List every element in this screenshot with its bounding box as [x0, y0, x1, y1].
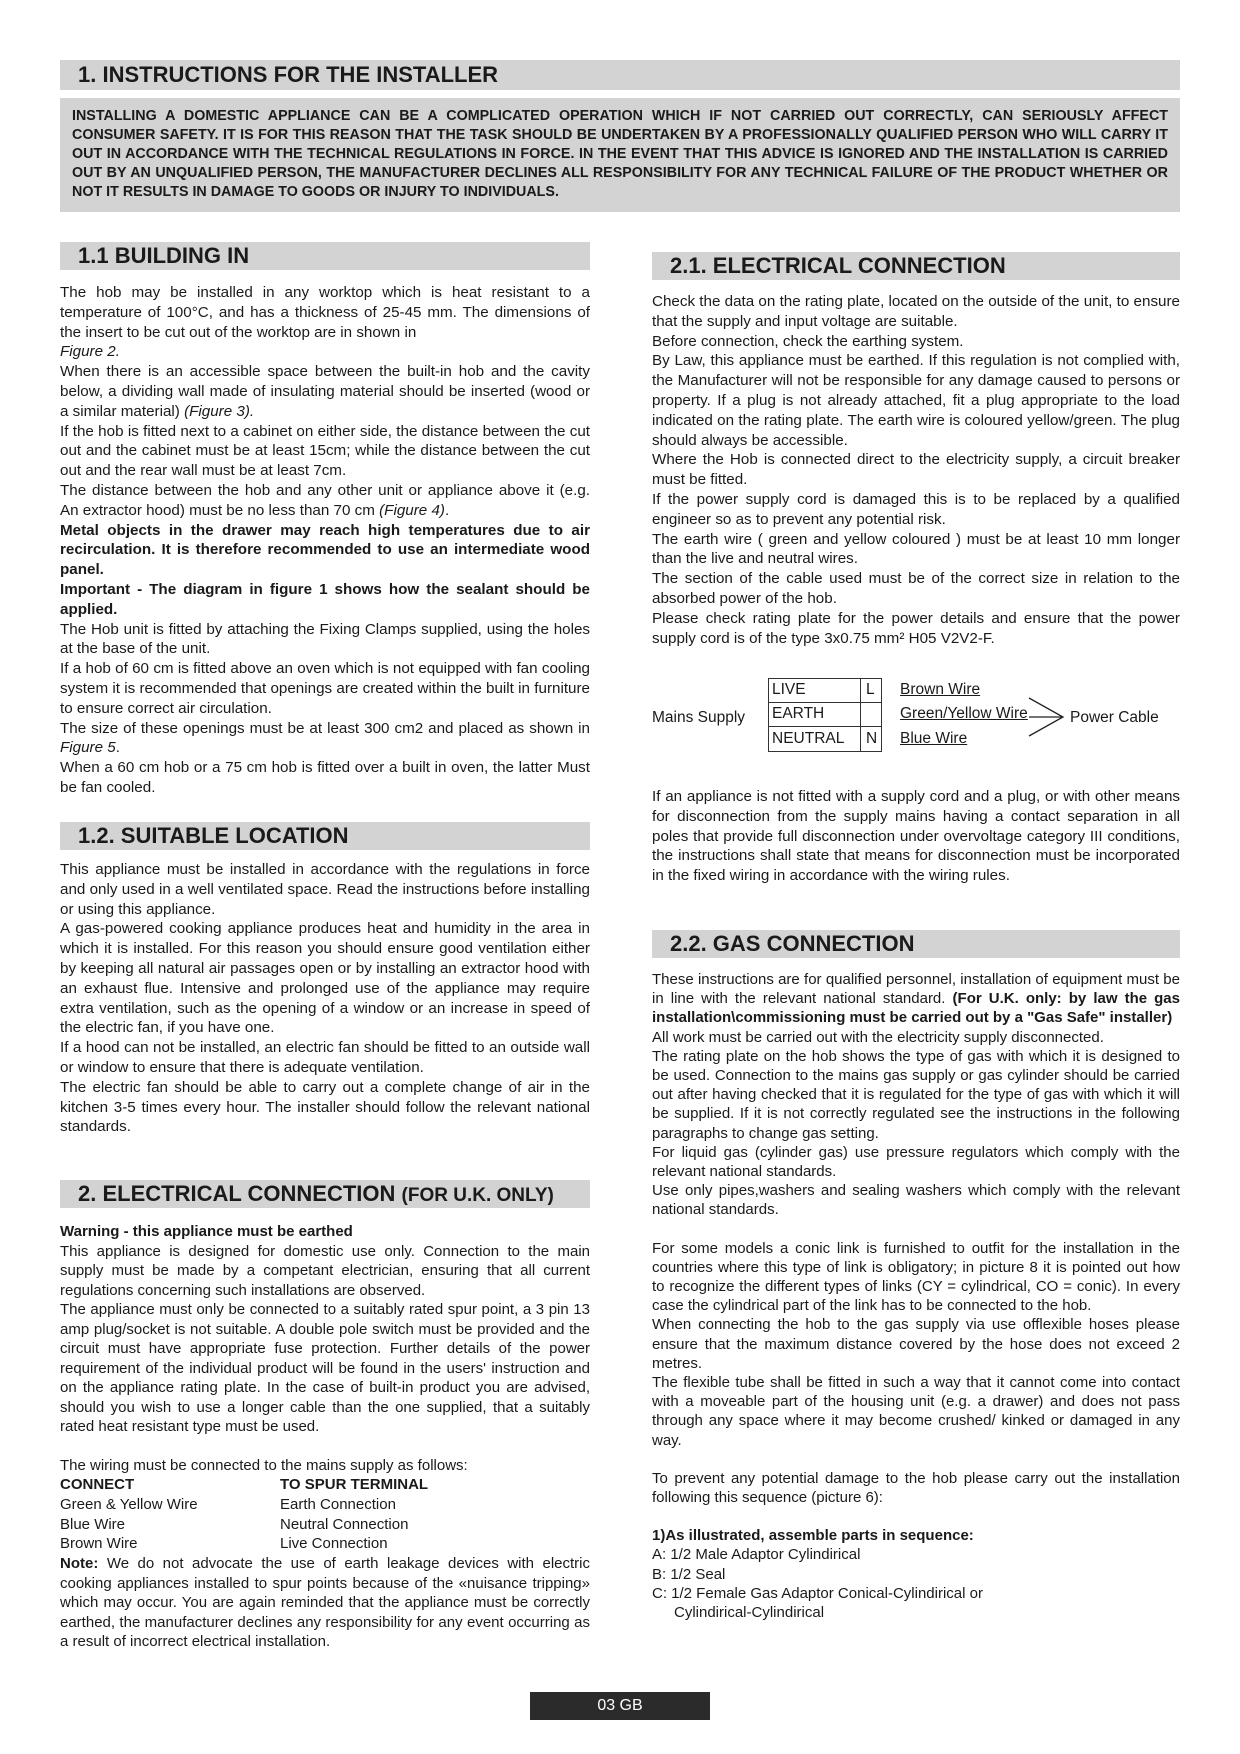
table-cell: Green & Yellow Wire: [60, 1495, 198, 1513]
paragraph: The Hob unit is fitted by attaching the Fixing Clamps supplied, using the holes at the base of the unit.: [60, 620, 590, 658]
section-title-installer: [60, 60, 1180, 90]
power-cable-label: Power Cable: [1070, 709, 1159, 726]
figure-ref: Figure 5: [60, 739, 116, 757]
paragraph: The size of these openings must be at least 300 cm2 and placed as shown in Figure 5.: [60, 719, 590, 757]
section-title-gas: [652, 930, 1180, 958]
paragraph: When a 60 cm hob or a 75 cm hob is fitted over a built in oven, the latter Must be fan cooled.: [60, 759, 590, 796]
paragraph: This appliance is designed for domestic use only. Connection to the main supply must be made by a competant electrician, ensuring that all current regulations concerning such installations are observed.: [60, 1242, 590, 1299]
section-title-building-in: [60, 242, 590, 270]
wiring-diagram: [652, 678, 1180, 758]
table-cell: Live Connection: [280, 1535, 388, 1553]
text: When there is an accessible space between the built-in hob and the cavity below, a dividing wall made of insulating material should be inserted (wood or a similar material): [60, 363, 590, 420]
paragraph: The section of the cable used must be of the correct size in relation to the absorbed power of the hob.: [652, 570, 1180, 607]
text: These instructions are for qualified personnel, installation of equipment must be in line with the relevant national standard.: [652, 971, 1180, 1008]
figure-ref: (Figure 3).: [184, 402, 255, 420]
page-number: 03 GB: [530, 1692, 710, 1720]
paragraph: To prevent any potential damage to the hob please carry out the installation following this sequence (picture 6):: [652, 1469, 1180, 1507]
paragraph-bold: Metal objects in the drawer may reach high temperatures due to air recirculation. It is therefore recommended to use an intermediate wood panel.: [60, 521, 590, 579]
paragraph: For liquid gas (cylinder gas) use pressure regulators which comply with the relevant national standards.: [652, 1143, 1180, 1181]
warning-text: Warning - this appliance must be earthed: [60, 1223, 353, 1240]
table-cell: Earth Connection: [280, 1495, 396, 1513]
note-label: Note:: [60, 1555, 99, 1573]
table-cell: Blue Wire: [60, 1515, 126, 1533]
section-title-text: 1. INSTRUCTIONS FOR THE INSTALLER: [78, 62, 499, 87]
paragraph: [60, 1554, 590, 1652]
section-title-text: 2. ELECTRICAL CONNECTION: [78, 1181, 396, 1206]
paragraph: The distance between the hob and any other unit or appliance above it (e.g. An extractor hood) must be no less than 70 cm (Figure 4).: [60, 481, 590, 519]
terminal-live: LIVE: [772, 681, 806, 698]
paragraph: A gas-powered cooking appliance produces heat and humidity in the area in which it is installed. For this reason you should ensure good ventilation either by keeping all natural air passages open or by installing an extractor hood with an exhaust flue. Intensive and prolonged use of the appliance may require extra ventilation, such as the opening of a window or an increase in speed of the electric fan, if you have one.: [60, 920, 590, 1037]
section-title-electrical: [652, 252, 1180, 280]
terminal-code: L: [866, 681, 875, 698]
section-title-text: 2.2. GAS CONNECTION: [670, 931, 915, 956]
paragraph: If the hob is fitted next to a cabinet on either side, the distance between the cut out and the cabinet must be at least 15cm; while the distance between the cut out and the rear wall must be at least 7cm.: [60, 422, 590, 480]
paragraph: [652, 970, 1180, 1028]
paragraph: If an appliance is not fitted with a supply cord and a plug, or with other means for disconnection from the supply mains having a contact separation in all poles that provide full disconnection under overvoltage category III conditions, the instructions shall state that means for disconnection must be incorporated in the fixed wiring in accordance with the wiring rules.: [652, 788, 1180, 885]
wire-green-yellow: Green/Yellow Wire: [900, 705, 1028, 722]
electrical-uk-body: [60, 1222, 590, 1652]
terminal-neutral: NEUTRAL: [772, 730, 845, 747]
table-cell: Brown Wire: [60, 1535, 138, 1553]
terminal-earth: EARTH: [772, 705, 825, 722]
cable-arrow-icon: [1027, 678, 1067, 754]
paragraph: When connecting the hob to the gas supply via use offlexible hoses please ensure that the maximum distance covered by the hose does not exceed 2 metres.: [652, 1316, 1180, 1372]
suitable-location-body: [60, 860, 590, 1137]
section-title-electrical-uk: [60, 1180, 590, 1208]
text: The hob may be installed in any worktop which is heat resistant to a temperature of 100°C, and has a thickness of 25-45 mm. The dimensions of the insert to be cut out of the worktop are in shown in: [60, 284, 590, 341]
paragraph: Before connection, check the earthing system.: [652, 332, 964, 350]
text: The size of these openings must be at least 300 cm2 and placed as shown in: [60, 719, 590, 737]
paragraph: For some models a conic link is furnished to outfit for the installation in the countries where this type of link is obligatory; in picture 8 it is pointed out how to recognize the different types of links (CY = cylindrical, CO = conic). In every case the cylindrical part of the link has to be connected to the hob.: [652, 1239, 1180, 1315]
section-title-text: 1.2. SUITABLE LOCATION: [78, 823, 349, 848]
electrical-body: [652, 292, 1180, 648]
table-header: TO SPUR TERMINAL: [280, 1476, 429, 1493]
paragraph: This appliance must be installed in accordance with the regulations in force and only used in a well ventilated space. Read the instructions before installing or using this appliance.: [60, 861, 590, 918]
list-item: B: 1/2 Seal: [652, 1565, 726, 1583]
paragraph: The rating plate on the hob shows the type of gas with which it is designed to be used. Connection to the mains gas supply or gas cylinder should be carried out after having checked that it is regulated for the type of gas with which it will be supplied. If it is not correctly regulated see the instructions in the following paragraphs to change gas setting.: [652, 1047, 1180, 1142]
section-title-suitable-location: [60, 822, 590, 850]
installer-warning: INSTALLING A DOMESTIC APPLIANCE CAN BE A COMPLICATED OPERATION WHICH IF NOT CARRIED OUT CORRECTLY, CAN SERIOUSLY AFFECT CONSUMER SAFETY. IT IS FOR THIS REASON THAT THE TASK SHOULD BE UNDERTAKEN BY A PROFESSIONALLY QUALIFIED PERSON WHO WILL CARRY IT OUT IN ACCORDANCE WITH THE TECHNICAL REGULATIONS IN FORCE. IN THE EVENT THAT THIS ADVICE IS IGNORED AND THE INSTALLATION IS CARRIED OUT BY AN UNQUALIFIED PERSON, THE MANUFACTURER DECLINES ALL RESPONSIBILITY FOR ANY TECHNICAL FAILURE OF THE PRODUCT WHETHER OR NOT IT RESULTS IN DAMAGE TO GOODS OR INJURY TO INDIVIDUALS.: [60, 98, 1180, 212]
sequence-title: 1)As illustrated, assemble parts in sequence:: [652, 1527, 974, 1545]
electrical-body-2: [652, 787, 1180, 886]
section-title-suffix: (FOR U.K. ONLY): [401, 1185, 554, 1206]
paragraph: [60, 362, 590, 421]
mains-supply-label: Mains Supply: [652, 709, 746, 726]
list-item: A: 1/2 Male Adaptor Cylindirical: [652, 1546, 861, 1564]
figure-ref: Figure 2.: [60, 343, 120, 361]
text: The distance between the hob and any other unit or appliance above it (e.g. An extractor hood) must be no less than 70 cm: [60, 481, 590, 519]
figure-ref: (Figure 4): [379, 501, 445, 519]
paragraph: By Law, this appliance must be earthed. If this regulation is not complied with, the Manufacturer will not be responsible for any damage caused to persons or property. If a plug is not already attached, fit a plug appropriate to the load indicated on the rating plate. The earth wire is coloured yellow/green. The plug should always be accessible.: [652, 352, 1180, 449]
paragraph: The earth wire ( green and yellow coloured ) must be at least 10 mm longer than the live and neutral wires.: [652, 530, 1180, 568]
wire-blue: Blue Wire: [900, 730, 968, 747]
wiring-table: [60, 1475, 590, 1554]
paragraph: If the power supply cord is damaged this is to be replaced by a qualified engineer so as to prevent any potential risk.: [652, 490, 1180, 528]
section-title-text: 1.1 BUILDING IN: [78, 243, 250, 268]
paragraph: Please check rating plate for the power details and ensure that the power supply cord is of the type 3x0.75 mm² H05 V2V2-F.: [652, 609, 1180, 647]
paragraph: If a hood can not be installed, an electric fan should be fitted to an outside wall or window to ensure that there is adequate ventilation.: [60, 1039, 590, 1076]
paragraph: The electric fan should be able to carry out a complete change of air in the kitchen 3-5 times every hour. The installer should follow the relevant national standards.: [60, 1078, 590, 1136]
paragraph: All work must be carried out with the electricity supply disconnected.: [652, 1028, 1104, 1046]
paragraph: Where the Hob is connected direct to the electricity supply, a circuit breaker must be fitted.: [652, 451, 1180, 489]
paragraph-bold: Important - The diagram in figure 1 shows how the sealant should be applied.: [60, 580, 590, 618]
paragraph: Use only pipes,washers and sealing washers which comply with the relevant national standards.: [652, 1182, 1180, 1219]
building-in-body: [60, 283, 590, 798]
list-item: Cylindirical-Cylindirical: [674, 1604, 825, 1622]
paragraph: The wiring must be connected to the mains supply as follows:: [60, 1456, 468, 1474]
text-bold: (For U.K. only: by law the gas installation\commissioning must be carried out by a "Gas Safe" installer): [652, 990, 1180, 1027]
table-header: CONNECT: [60, 1476, 135, 1493]
list-item: C: 1/2 Female Gas Adaptor Conical-Cylindirical or: [652, 1584, 983, 1602]
paragraph: The flexible tube shall be fitted in such a way that it cannot come into contact with a moveable part of the housing unit (e.g. a drawer) and does not pass through any space where it may become crushed/ kinked or damaged in any way.: [652, 1374, 1180, 1449]
text: We do not advocate the use of earth leakage devices with electric cooking appliances installed to spur points because of the «nuisance tripping» which may occur. You are again reminded that the appliance must be correctly earthed, the manufacturer declines any responsibility for any event occurring as a result of incorrect electrical installation.: [60, 1555, 590, 1651]
section-title-text: 2.1. ELECTRICAL CONNECTION: [670, 253, 1006, 278]
wire-brown: Brown Wire: [900, 681, 981, 698]
paragraph: If a hob of 60 cm is fitted above an oven which is not equipped with fan cooling system it is recommended that openings are created within the built in furniture to ensure correct air circulation.: [60, 660, 590, 717]
paragraph: The appliance must only be connected to a suitably rated spur point, a 3 pin 13 amp plug/socket is not suitable. A double pole switch must be provided and the circuit must have appropriate fuse protection. Further details of the power requirement of the individual product will be found in the users' instruction and on the appliance rating plate. In the case of built-in product you are advised, should you wish to use a longer cable than the one supplied, that a suitably rated heat resistant type must be used.: [60, 1301, 590, 1435]
paragraph: Check the data on the rating plate, located on the outside of the unit, to ensure that the supply and input voltage are suitable.: [652, 293, 1180, 330]
table-cell: Neutral Connection: [280, 1515, 409, 1533]
paragraph: [60, 283, 590, 362]
terminal-code: N: [866, 730, 878, 747]
gas-body: [652, 970, 1180, 1622]
